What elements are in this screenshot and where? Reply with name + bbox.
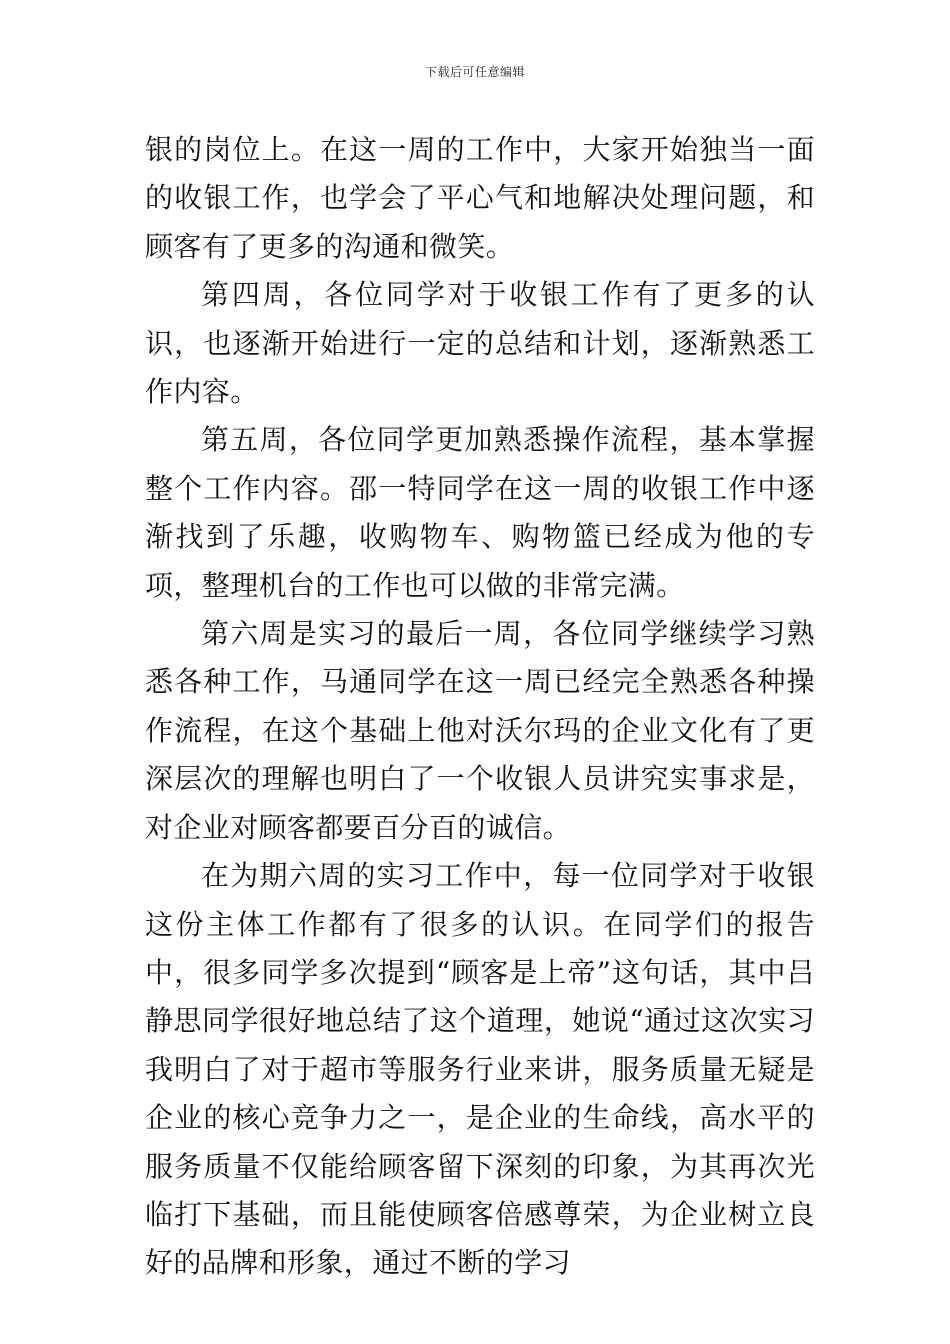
page-header: 下载后可任意编辑 xyxy=(424,65,525,79)
paragraph-4: 第六周是实习的最后一周，各位同学继续学习熟悉各种工作，马通同学在这一周已经完全熟悉各种操作流程，在这个基础上他对沃尔玛的企业文化有了更深层次的理解也明白了一个收银人员讲究实事求是，对企业对顾客都要百分百的诚信。 xyxy=(145,617,815,844)
paragraph-1: 银的岗位上。在这一周的工作中，大家开始独当一面的收银工作，也学会了平心气和地解决处理问题，和顾客有了更多的沟通和微笑。 xyxy=(145,133,815,263)
document-body xyxy=(145,126,815,1288)
paragraph-3: 第五周，各位同学更加熟悉操作流程，基本掌握整个工作内容。邵一特同学在这一周的收银工作中逐渐找到了乐趣，收购物车、购物篮已经成为他的专项，整理机台的工作也可以做的非常完满。 xyxy=(145,423,815,602)
paragraph-5: 在为期六周的实习工作中，每一位同学对于收银这份主体工作都有了很多的认识。在同学们的报告中，很多同学多次提到“顾客是上帝”这句话，其中吕静思同学很好地总结了这个道理，她说“通过这次实习我明白了对于超市等服务行业来讲，服务质量无疑是企业的核心竞争力之一，是企业的生命线，高水平的服务质量不仅能给顾客留下深刻的印象，为其再次光临打下基础，而且能使顾客倍感尊荣，为企业树立良好的品牌和形象，通过不断的学习 xyxy=(145,859,815,1280)
paragraph-2: 第四周，各位同学对于收银工作有了更多的认识，也逐渐开始进行一定的总结和计划，逐渐熟悉工作内容。 xyxy=(145,278,815,409)
